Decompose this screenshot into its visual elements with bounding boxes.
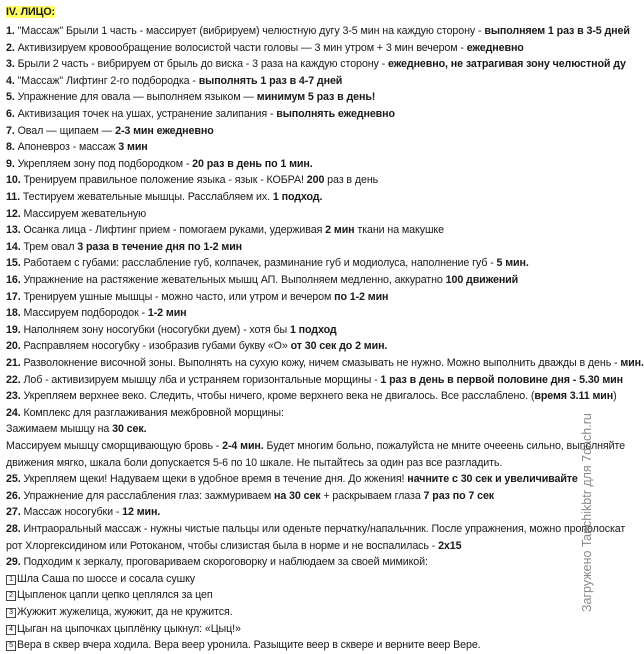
text-line [6, 636, 586, 654]
bold-text: 13. [6, 224, 24, 237]
text-line [6, 271, 586, 289]
bold-text: ежедневно [466, 41, 524, 54]
bold-text: 9. [6, 157, 18, 170]
line-text: Работаем с губами: расслабление губ, колпачек, разминание губ и модиолуса, наполнение губ - [23, 257, 497, 270]
bold-text: 8. [6, 141, 18, 154]
text-line [6, 520, 626, 538]
text-line [6, 304, 586, 322]
line-text: Массируем мышцу сморщивающую бровь - [6, 440, 223, 452]
line-text: Тренируем правильное положение языка - язык - КОБРА! [23, 174, 307, 187]
line-text: движения мягко, шкала боли допускается 5-6 по 10 шкале. Не пытайтесь за один раз все разгладить. [6, 456, 503, 469]
line-text: Зажимаем мышцу на [6, 423, 113, 436]
bold-text: на 30 сек [273, 489, 321, 502]
bold-text: 3. [6, 58, 18, 71]
line-text: Комплекс для разглаживания межбровной морщины: [23, 406, 284, 419]
line-text: Укрепляем верхнее веко. Следить, чтобы ничего, кроме верхнего века не двигалось. Все расслаблено. ( [23, 390, 535, 403]
line-text: Апоневроз - массаж [17, 141, 119, 154]
line-text: Разволокнение височной зоны. Выполнять на сухую кожу, ничем смазывать не нужно. Можно выполнить дважды в день - [23, 357, 621, 369]
bold-text: ежедневно, не затрагивая зону челюстной ду [388, 58, 626, 71]
text-line [6, 138, 586, 156]
line-text: Жужжит жужелица, жужжит, да не кружится. [17, 606, 233, 618]
bold-text: по 1-2 мин [334, 290, 389, 303]
bold-text: 24. [6, 406, 24, 419]
text-line [6, 22, 630, 40]
section-heading-text: IV. ЛИЦО: [6, 6, 56, 18]
line-text: Массаж носогубки - [23, 506, 123, 519]
bold-text: 22. [6, 373, 24, 386]
bold-text: 5 мин. [496, 257, 529, 270]
bold-text: минимум 5 раз в день! [256, 91, 376, 104]
line-text: Лоб - активизируем мышцу лба и устраняем горизонтальные морщины - [23, 373, 381, 386]
line-text: рот Хлоргексидином или Ротоканом, чтобы слизистая была в норме и не воспалилась - [6, 539, 439, 552]
text-line [6, 337, 586, 355]
text-line [6, 437, 626, 455]
bold-text: 28. [6, 523, 24, 535]
bold-text: 2-4 мин. [222, 440, 264, 452]
bold-text: 30 сек. [112, 423, 147, 436]
bold-text: 20. [6, 340, 24, 353]
text-line [6, 254, 586, 272]
text-line [6, 72, 586, 90]
bold-text: 3 раза в течение дня по 1-2 мин [77, 240, 243, 253]
text-line [6, 105, 586, 123]
text-line [6, 570, 586, 588]
line-text: Упражнение на растяжение жевательных мышц АП. Выполняем медленно, аккуратно [23, 274, 446, 286]
text-line [6, 470, 586, 488]
bold-text: 6. [6, 108, 18, 120]
line-text: Будет многим больно, пожалуйста не мните очееень сильно, выполняйте [263, 440, 626, 452]
bold-text: 2х15 [438, 539, 462, 552]
line-text: + раскрываем глаза [320, 489, 424, 502]
bold-text: 7 раз по 7 сек [423, 489, 495, 502]
bold-text: 5. [6, 91, 18, 104]
text-line [6, 620, 586, 638]
text-line [6, 354, 644, 372]
bold-text: 19. [6, 323, 24, 336]
text-line [6, 404, 586, 422]
text-line [6, 39, 586, 57]
bold-text: 11. [6, 191, 23, 203]
text-line [6, 205, 586, 223]
line-text: Тренируем ушные мышцы - можно часто, или утром и вечером [23, 290, 335, 303]
line-text: Упражнение для овала — выполняем языком — [17, 91, 257, 104]
text-line [6, 221, 586, 239]
bold-text: 2-3 мин ежедневно [115, 124, 214, 137]
text-line [6, 420, 586, 438]
numbered-box-icon: 1 [6, 575, 16, 585]
bold-text: 1. [6, 25, 18, 37]
bold-text: 29. [6, 556, 24, 569]
line-text: Расправляем носогубку - изобразив губами букву «О» [23, 340, 291, 353]
numbered-box-icon: 5 [6, 641, 16, 651]
line-text: Тестируем жевательные мышцы. Расслабляем их. [22, 191, 273, 203]
line-text: Активизируем кровообращение волосистой части головы — 3 мин утром + 3 мин вечером - [17, 41, 467, 54]
text-line [6, 171, 586, 189]
bold-text: 1 подход. [272, 191, 323, 203]
text-line [6, 122, 586, 140]
bold-text: выполняем 1 раз в 3-5 дней [484, 25, 630, 37]
numbered-box-icon: 3 [6, 608, 16, 618]
text-line [6, 553, 586, 571]
line-text: Массируем подбородок - [23, 307, 148, 320]
section-heading [6, 3, 586, 21]
bold-text: 200 [306, 174, 325, 187]
bold-text: 1 раз в день в первой половине дня - 5.30 мин [380, 373, 624, 386]
line-text: Трем овал [23, 240, 78, 253]
bold-text: 16. [6, 274, 24, 286]
line-text: Активизация точек на ушах, устранение залипания - [17, 108, 277, 120]
bold-text: 3 мин [118, 141, 148, 154]
bold-text: начните с 30 сек и увеличивайте [407, 473, 578, 486]
line-text: Овал — щипаем — [17, 124, 116, 137]
line-text: Наполняем зону носогубки (носогубки дуем) - хотя бы [23, 323, 290, 336]
numbered-box-icon: 2 [6, 591, 16, 601]
text-line [6, 603, 586, 621]
bold-text: 4. [6, 74, 18, 87]
bold-text: мин. [620, 357, 644, 369]
line-text: ткани на макушке [354, 224, 444, 237]
line-text: Цыпленок цапли цепко цеплялся за цеп [17, 589, 213, 602]
bold-text: 2. [6, 41, 18, 54]
bold-text: выполнять ежедневно [276, 108, 395, 120]
line-text: Массируем жевательную [23, 207, 147, 220]
line-text: Вера в сквер вчера ходила. Вера веер уронила. Разыщите веер в сквере и верните веер Вере. [17, 639, 481, 652]
bold-text: 15. [6, 257, 24, 270]
bold-text: 27. [6, 506, 24, 519]
bold-text: 17. [6, 290, 24, 303]
text-line [6, 387, 617, 405]
text-line [6, 55, 626, 73]
line-text: Осанка лица - Лифтинг прием - помогаем руками, удерживая [23, 224, 326, 237]
line-text: раз в день [324, 174, 379, 187]
bold-text: 2 мин [325, 224, 355, 237]
line-text: "Массаж" Лифтинг 2-го подбородка - [17, 74, 199, 87]
text-line [6, 155, 586, 173]
bold-text: выполнять 1 раз в 4-7 дней [198, 74, 343, 87]
line-text: Брыли 2 часть - вибрируем от брыль до виска - 3 раза на каждую сторону - [17, 58, 388, 71]
text-line [6, 454, 586, 472]
bold-text: 100 движений [445, 274, 519, 286]
text-line [6, 487, 586, 505]
text-line [6, 586, 586, 604]
bold-text: 12 мин. [122, 506, 161, 519]
line-text: Укрепляем щеки! Надуваем щеки в удобное время в течение дня. До жжения! [23, 473, 408, 486]
line-text: Упражнение для расслабления глаз: зажмуриваем [23, 489, 274, 502]
bold-text: 12. [6, 207, 24, 220]
bold-text: 26. [6, 489, 24, 502]
watermark: Загружено Tanchikbtr для 7dach.ru [580, 413, 594, 612]
bold-text: 14. [6, 240, 24, 253]
line-text: Цыган на цыпочках цыплёнку цыкнул: «Цыц!» [17, 622, 241, 635]
text-line [6, 88, 586, 106]
line-text: ) [613, 390, 617, 403]
line-text: Подходим к зеркалу, проговариваем скороговорку и наблюдаем за своей мимикой: [23, 556, 428, 569]
line-text: Интраоральный массаж - нужны чистые пальцы или оденьте перчатку/напальчник. После упражнения, можно прополоскат [23, 523, 626, 535]
bold-text: 21. [6, 357, 24, 369]
bold-text: 20 раз в день по 1 мин. [192, 157, 313, 170]
bold-text: 10. [6, 174, 24, 187]
text-line [6, 503, 586, 521]
numbered-box-icon: 4 [6, 625, 16, 635]
line-text: Укрепляем зону под подбородком - [17, 157, 193, 170]
bold-text: 25. [6, 473, 24, 486]
text-line [6, 371, 624, 389]
text-line [6, 288, 586, 306]
bold-text: 1-2 мин [147, 307, 187, 320]
bold-text: 7. [6, 124, 18, 137]
line-text: "Массаж" Брыли 1 часть - массирует (вибрируем) челюстную дугу 3-5 мин на каждую сторону - [17, 25, 485, 37]
bold-text: от 30 сек до 2 мин. [290, 340, 388, 353]
text-line [6, 238, 586, 256]
line-text: Шла Саша по шоссе и сосала сушку [17, 572, 196, 585]
text-line [6, 321, 586, 339]
bold-text: 18. [6, 307, 24, 320]
text-line [6, 537, 586, 555]
bold-text: 1 подход [289, 323, 337, 336]
text-line [6, 188, 586, 206]
bold-text: 23. [6, 390, 24, 403]
bold-text: время 3.11 мин [534, 390, 614, 403]
